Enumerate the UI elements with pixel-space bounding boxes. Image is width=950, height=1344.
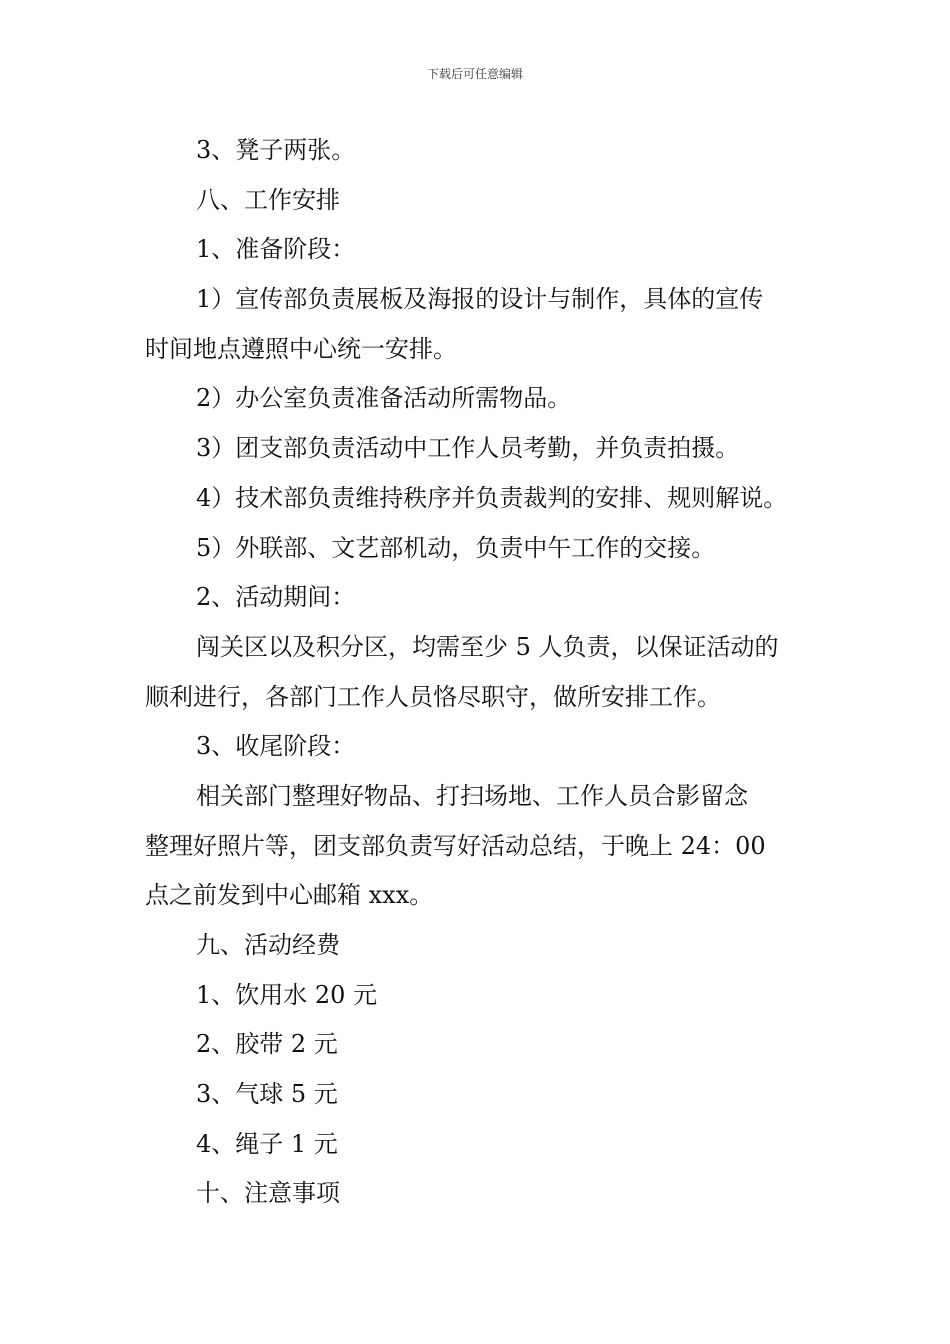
text-line: 4）技术部负责维持秩序并负责裁判的安排、规则解说。 <box>196 483 788 512</box>
subsection-heading: 1、准备阶段： <box>196 235 356 264</box>
document-body <box>145 126 810 1219</box>
list-item: 2、胶带 2 元 <box>196 1030 338 1059</box>
page-header: 下载后可任意编辑 <box>426 67 523 81</box>
text-line: 时间地点遵照中心统一安排。 <box>145 334 457 363</box>
text-line: 整理好照片等，团支部负责写好活动总结，于晚上 24：00 <box>145 831 766 860</box>
text-line: 相关部门整理好物品、打扫场地、工作人员合影留念 <box>196 781 748 810</box>
subsection-heading: 2、活动期间： <box>196 583 356 612</box>
subsection-heading: 3、收尾阶段： <box>196 732 356 761</box>
text-line: 闯关区以及积分区，均需至少 5 人负责，以保证活动的 <box>196 632 779 661</box>
text-line: 3）团支部负责活动中工作人员考勤，并负责拍摄。 <box>196 434 740 463</box>
section-heading: 九、活动经费 <box>196 931 340 959</box>
section-heading: 十、注意事项 <box>196 1179 340 1208</box>
list-item: 3、气球 5 元 <box>196 1080 338 1109</box>
text-line: 点之前发到中心邮箱 xxx。 <box>145 881 434 910</box>
text-line: 顺利进行，各部门工作人员恪尽职守，做所安排工作。 <box>145 682 721 711</box>
list-item: 1、饮用水 20 元 <box>196 980 378 1009</box>
list-item: 4、绳子 1 元 <box>196 1129 338 1158</box>
text-line: 2）办公室负责准备活动所需物品。 <box>196 384 572 413</box>
text-line: 1）宣传部负责展板及海报的设计与制作，具体的宣传 <box>196 285 764 314</box>
section-heading: 八、工作安排 <box>196 185 340 214</box>
text-line: 3、凳子两张。 <box>196 136 356 164</box>
text-line: 5）外联部、文艺部机动，负责中午工作的交接。 <box>196 533 716 562</box>
